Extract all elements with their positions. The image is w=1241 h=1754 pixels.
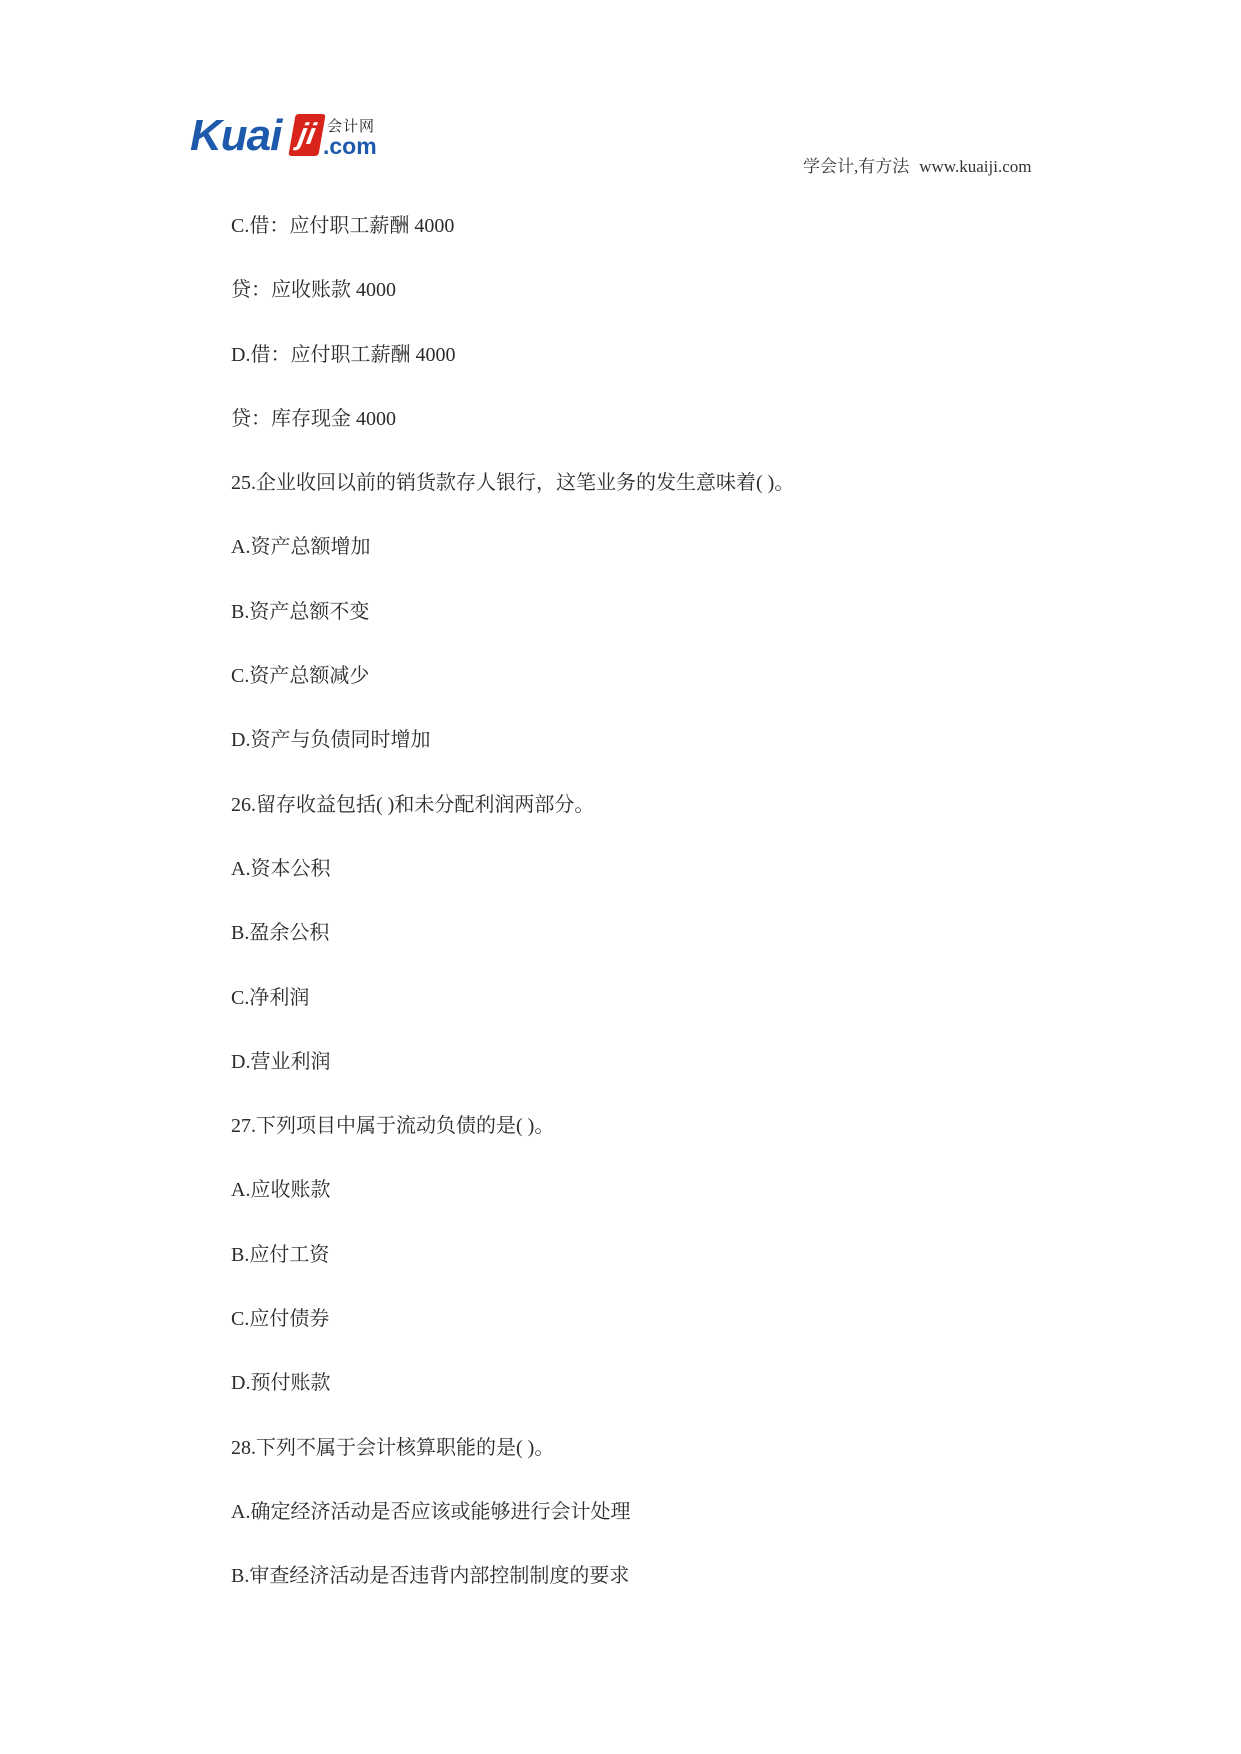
option-line: B.审查经济活动是否违背内部控制制度的要求 — [231, 1565, 630, 1588]
question-25: 25.企业收回以前的销货款存人银行，这笔业务的发生意味着( )。 — [231, 472, 795, 495]
option-line: 贷：库存现金 4000 — [231, 407, 396, 430]
option-line: B.应付工资 — [231, 1243, 330, 1266]
option-line: D.预付账款 — [231, 1372, 331, 1395]
option-line: B.资产总额不变 — [231, 600, 370, 623]
option-line: A.应收账款 — [231, 1179, 331, 1202]
option-line: A.资本公积 — [231, 857, 331, 880]
option-line: D.借：应付职工薪酬 4000 — [231, 343, 456, 366]
site-url: www.kuaiji.com — [919, 157, 1032, 176]
question-26: 26.留存收益包括( )和未分配利润两部分。 — [231, 793, 595, 816]
option-line: D.资产与负债同时增加 — [231, 729, 431, 752]
logo-text-kuai: Kuai — [190, 111, 282, 160]
slogan-text: 学会计,有方法 — [803, 157, 910, 176]
option-line: B.盈余公积 — [231, 922, 330, 945]
logo-text-cn: 会计网 — [327, 117, 376, 135]
question-28: 28.下列不属于会计核算职能的是( )。 — [231, 1436, 555, 1459]
logo-text-ji: ji — [288, 114, 325, 156]
option-line: C.资产总额减少 — [231, 665, 370, 688]
option-line: C.净利润 — [231, 986, 310, 1009]
option-line: C.借：应付职工薪酬 4000 — [231, 215, 455, 237]
document-body — [231, 212, 1191, 1627]
option-line: 贷：应收账款 4000 — [231, 279, 396, 302]
option-line: D.营业利润 — [231, 1050, 331, 1073]
option-line: A.资产总额增加 — [231, 536, 371, 559]
question-27: 27.下列项目中属于流动负债的是( )。 — [231, 1115, 555, 1138]
option-line: A.确定经济活动是否应该或能够进行会计处理 — [231, 1500, 631, 1523]
kuaiji-logo — [190, 112, 395, 162]
option-line: C.应付债券 — [231, 1308, 330, 1331]
header-slogan — [803, 156, 1031, 178]
logo-text-com: .com — [323, 133, 377, 159]
